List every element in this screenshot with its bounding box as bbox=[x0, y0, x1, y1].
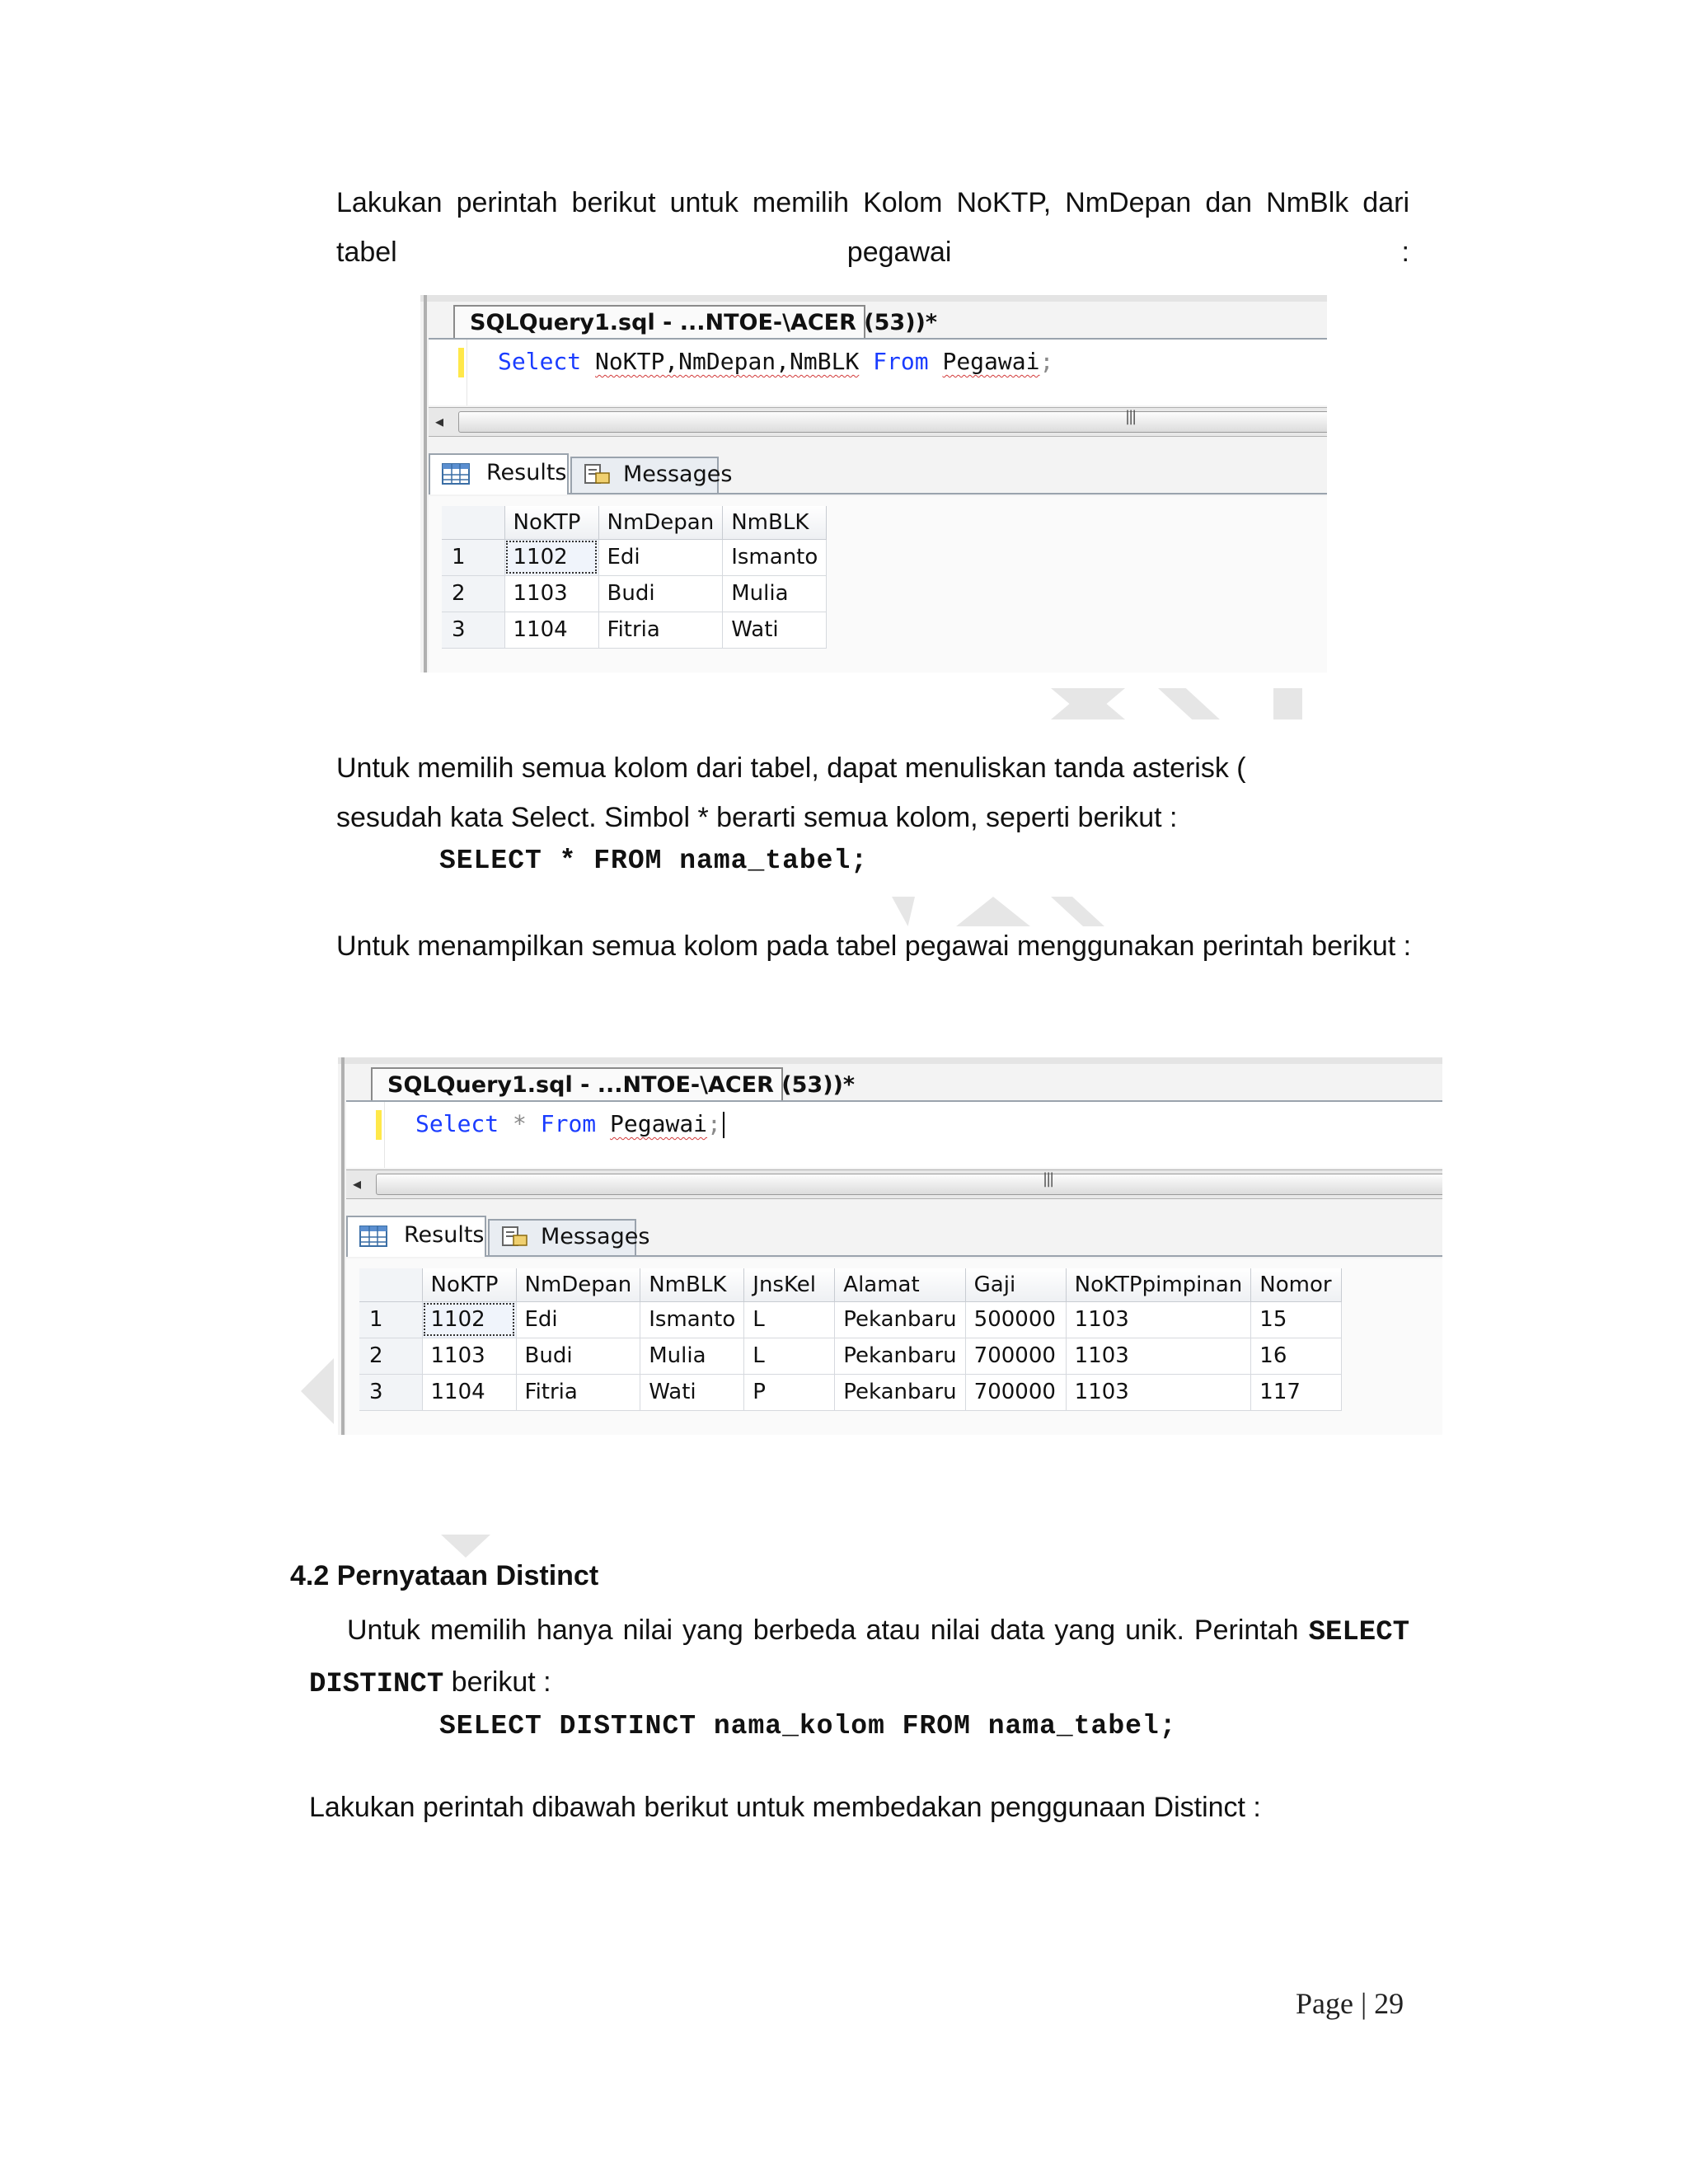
sql-table-name: Pegawai bbox=[610, 1110, 708, 1137]
sql-keyword-from: From bbox=[873, 348, 929, 375]
table-cell[interactable]: Budi bbox=[598, 575, 723, 612]
sql-semicolon: ; bbox=[707, 1110, 721, 1137]
table-cell[interactable]: 16 bbox=[1251, 1338, 1342, 1374]
sql-semicolon: ; bbox=[1039, 348, 1054, 375]
sql-statement bbox=[498, 348, 1053, 375]
results-table bbox=[442, 506, 827, 649]
results-tab-label: Results bbox=[486, 460, 567, 485]
ssms-screenshot-1 bbox=[420, 295, 1327, 673]
table-row[interactable] bbox=[359, 1374, 1342, 1410]
scroll-left-arrow-icon[interactable]: ◂ bbox=[435, 413, 444, 431]
table-cell[interactable]: 1104 bbox=[422, 1374, 516, 1410]
sql-columns: NoKTP,NmDepan,NmBLK bbox=[595, 348, 860, 375]
column-header[interactable]: NmDepan bbox=[516, 1268, 640, 1301]
messages-tab[interactable] bbox=[488, 1219, 650, 1255]
grid-icon bbox=[359, 1226, 387, 1247]
window-left-border bbox=[341, 1057, 345, 1435]
sql-keyword-select: Select bbox=[498, 348, 582, 375]
table-cell[interactable]: Mulia bbox=[640, 1338, 744, 1374]
column-header[interactable]: NoKTP bbox=[422, 1268, 516, 1301]
paragraph-distinct-line-2 bbox=[309, 1657, 1409, 1709]
table-cell[interactable]: 1103 bbox=[422, 1338, 516, 1374]
scrollbar-grip-icon: ||| bbox=[1125, 408, 1136, 425]
window-left-border bbox=[424, 295, 427, 673]
query-editor[interactable] bbox=[429, 338, 1327, 405]
table-row[interactable] bbox=[442, 612, 827, 648]
column-header[interactable]: Gaji bbox=[965, 1268, 1066, 1301]
paragraph-distinct-text: Untuk memilih hanya nilai yang berbeda atau nilai data yang unik. Perintah bbox=[347, 1615, 1299, 1646]
row-number: 1 bbox=[442, 539, 504, 575]
table-header-row bbox=[442, 506, 827, 539]
sql-keyword-select: Select bbox=[415, 1110, 499, 1137]
results-grid bbox=[429, 496, 1327, 673]
table-cell[interactable]: 1103 bbox=[1066, 1338, 1251, 1374]
paragraph-asterisk bbox=[336, 743, 1424, 842]
table-cell[interactable]: Pekanbaru bbox=[835, 1301, 965, 1338]
table-row[interactable] bbox=[442, 575, 827, 612]
table-cell[interactable]: L bbox=[744, 1301, 835, 1338]
changed-line-marker bbox=[458, 348, 464, 377]
column-header[interactable]: NmDepan bbox=[598, 506, 723, 539]
keyword-select: SELECT bbox=[1308, 1617, 1409, 1648]
row-number: 2 bbox=[442, 575, 504, 612]
table-cell[interactable]: Wati bbox=[640, 1374, 744, 1410]
results-table bbox=[359, 1268, 1342, 1411]
column-header[interactable]: NmBLK bbox=[640, 1268, 744, 1301]
table-cell[interactable]: Fitria bbox=[516, 1374, 640, 1410]
column-header[interactable]: Alamat bbox=[835, 1268, 965, 1301]
column-header[interactable]: JnsKel bbox=[744, 1268, 835, 1301]
table-cell[interactable]: 500000 bbox=[965, 1301, 1066, 1338]
scrollbar-thumb[interactable] bbox=[458, 411, 1327, 433]
results-tab-strip bbox=[346, 1216, 1442, 1257]
results-tab[interactable] bbox=[346, 1216, 486, 1257]
ssms-screenshot-2 bbox=[338, 1057, 1442, 1435]
table-cell[interactable]: 1102 bbox=[422, 1301, 516, 1338]
column-header[interactable]: NmBLK bbox=[723, 506, 827, 539]
messages-tab-label: Messages bbox=[623, 462, 733, 487]
table-cell[interactable]: 117 bbox=[1251, 1374, 1342, 1410]
table-cell[interactable]: Ismanto bbox=[640, 1301, 744, 1338]
column-header[interactable]: NoKTPpimpinan bbox=[1066, 1268, 1251, 1301]
messages-tab[interactable] bbox=[570, 457, 733, 493]
table-cell[interactable]: Fitria bbox=[598, 612, 723, 648]
messages-icon bbox=[501, 1226, 529, 1247]
watermark-shape bbox=[1051, 688, 1125, 719]
results-tab-strip bbox=[429, 453, 1327, 494]
row-number-header bbox=[442, 506, 504, 539]
results-tab[interactable] bbox=[429, 453, 569, 494]
scrollbar-thumb[interactable] bbox=[376, 1174, 1442, 1195]
table-cell[interactable]: Budi bbox=[516, 1338, 640, 1374]
paragraph-distinct-tail: berikut : bbox=[443, 1666, 551, 1698]
sql-table-name: Pegawai bbox=[942, 348, 1040, 375]
table-row[interactable] bbox=[442, 539, 827, 575]
sql-keyword-from: From bbox=[540, 1110, 597, 1137]
watermark-shape bbox=[1158, 688, 1220, 719]
paragraph-asterisk-line-1: Untuk memilih semua kolom dari tabel, dapat menuliskan tanda asterisk ( bbox=[336, 752, 1246, 784]
query-tab[interactable]: SQLQuery1.sql - ...NTOE-\ACER (53))* bbox=[371, 1067, 783, 1102]
table-cell[interactable]: 700000 bbox=[965, 1374, 1066, 1410]
changed-line-marker bbox=[376, 1110, 382, 1140]
code-select-all: SELECT * FROM nama_tabel; bbox=[439, 846, 869, 876]
window-top-edge bbox=[420, 295, 1327, 302]
messages-icon bbox=[584, 463, 612, 485]
table-cell[interactable]: Ismanto bbox=[723, 539, 827, 575]
table-cell[interactable]: P bbox=[744, 1374, 835, 1410]
watermark-shape bbox=[441, 1535, 490, 1558]
query-editor[interactable] bbox=[346, 1100, 1442, 1168]
paragraph-distinct-exercise: Lakukan perintah dibawah berikut untuk membedakan penggunaan Distinct : bbox=[309, 1792, 1261, 1823]
table-cell[interactable]: 700000 bbox=[965, 1338, 1066, 1374]
paragraph-asterisk-line-2: sesudah kata Select. Simbol * berarti semua kolom, seperti berikut : bbox=[336, 802, 1178, 833]
paragraph-intro: Lakukan perintah berikut untuk memilih Kolom NoKTP, NmDepan dan NmBlk dari tabel pegawai : bbox=[336, 187, 1409, 268]
paragraph-all-columns: Untuk menampilkan semua kolom pada tabel pegawai menggunakan perintah berikut : bbox=[336, 930, 1412, 962]
table-cell[interactable]: L bbox=[744, 1338, 835, 1374]
table-cell[interactable]: Pekanbaru bbox=[835, 1374, 965, 1410]
table-cell[interactable]: Edi bbox=[598, 539, 723, 575]
paragraph-distinct bbox=[309, 1605, 1409, 1709]
table-cell[interactable]: 1103 bbox=[1066, 1301, 1251, 1338]
editor-horizontal-scrollbar[interactable] bbox=[429, 407, 1327, 437]
table-cell[interactable]: Wati bbox=[723, 612, 827, 648]
grid-icon bbox=[442, 463, 470, 485]
table-cell[interactable]: Edi bbox=[516, 1301, 640, 1338]
query-tab[interactable]: SQLQuery1.sql - ...NTOE-\ACER (53))* bbox=[453, 305, 865, 340]
row-number: 2 bbox=[359, 1338, 422, 1374]
window-top-edge bbox=[338, 1057, 1442, 1064]
section-heading: 4.2 Pernyataan Distinct bbox=[290, 1560, 599, 1591]
scroll-left-arrow-icon[interactable]: ◂ bbox=[353, 1175, 362, 1193]
sql-asterisk: * bbox=[513, 1110, 527, 1137]
page-number: Page | 29 bbox=[1296, 1987, 1404, 2020]
table-cell[interactable]: Pekanbaru bbox=[835, 1338, 965, 1374]
table-cell[interactable]: 1103 bbox=[504, 575, 598, 612]
table-cell[interactable]: 1102 bbox=[504, 539, 598, 575]
row-number: 3 bbox=[442, 612, 504, 648]
code-select-distinct: SELECT DISTINCT nama_kolom FROM nama_tabel; bbox=[439, 1711, 1177, 1741]
column-header[interactable]: NoKTP bbox=[504, 506, 598, 539]
keyword-distinct: DISTINCT bbox=[309, 1669, 444, 1700]
watermark-shape bbox=[301, 1358, 334, 1424]
column-header[interactable]: Nomor bbox=[1251, 1268, 1342, 1301]
messages-tab-label: Messages bbox=[541, 1224, 650, 1249]
text-cursor bbox=[723, 1112, 724, 1138]
table-row[interactable] bbox=[359, 1301, 1342, 1338]
row-number: 3 bbox=[359, 1374, 422, 1410]
results-tab-label: Results bbox=[404, 1222, 485, 1248]
row-number: 1 bbox=[359, 1301, 422, 1338]
results-grid bbox=[346, 1258, 1442, 1435]
editor-horizontal-scrollbar[interactable] bbox=[346, 1169, 1442, 1199]
sql-statement bbox=[415, 1110, 724, 1138]
table-cell[interactable]: Mulia bbox=[723, 575, 827, 612]
row-number-header bbox=[359, 1268, 422, 1301]
table-cell[interactable]: 15 bbox=[1251, 1301, 1342, 1338]
table-row[interactable] bbox=[359, 1338, 1342, 1374]
paragraph-distinct-line-1 bbox=[309, 1605, 1409, 1657]
table-cell[interactable]: 1103 bbox=[1066, 1374, 1251, 1410]
scrollbar-grip-icon: ||| bbox=[1043, 1170, 1053, 1188]
table-header-row bbox=[359, 1268, 1342, 1301]
table-cell[interactable]: 1104 bbox=[504, 612, 598, 648]
watermark-shape bbox=[1273, 688, 1302, 719]
